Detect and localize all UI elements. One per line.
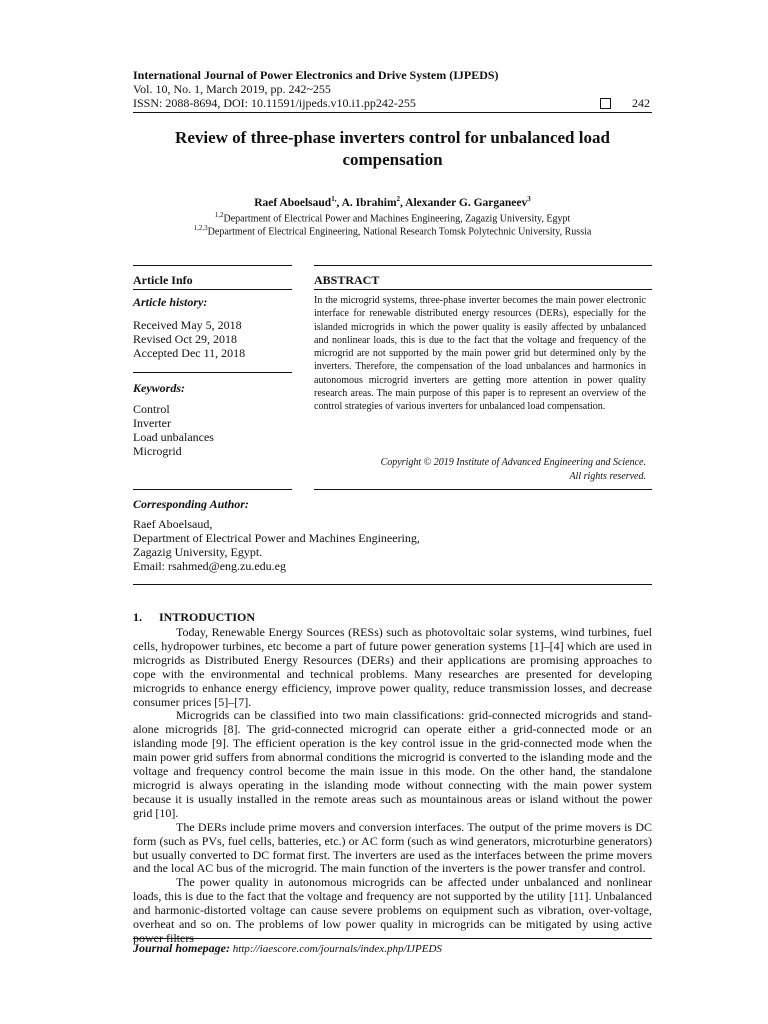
keyword-item: Control <box>133 402 170 416</box>
corresponding-details <box>133 517 420 573</box>
affiliation-text: Department of Electrical Engineering, National Research Tomsk Polytechnic University, Russia <box>207 226 592 238</box>
corresponding-label: Corresponding Author: <box>133 497 249 511</box>
abstract-heading: ABSTRACT <box>314 273 380 287</box>
keywords-label: Keywords: <box>133 381 185 395</box>
author-name: Raef Aboelsaud <box>254 196 332 209</box>
corresponding-line: Department of Electrical Power and Machines Engineering, <box>133 531 420 545</box>
history-item: Accepted Dec 11, 2018 <box>133 346 246 360</box>
history-list <box>133 318 245 360</box>
history-item: Revised Oct 29, 2018 <box>133 332 237 346</box>
title-line-2: compensation <box>342 150 443 169</box>
history-label: Article history: <box>133 295 208 309</box>
author-name: , A. Ibrahim <box>336 196 397 209</box>
keyword-item: Microgrid <box>133 444 182 458</box>
corresponding-line: Raef Aboelsaud, <box>133 517 213 531</box>
keyword-item: Inverter <box>133 416 171 430</box>
info-bottom-rule <box>133 584 652 585</box>
journal-homepage-link[interactable]: http://iaescore.com/journals/index.php/IJPEDS <box>232 943 442 955</box>
journal-name: International Journal of Power Electronics and Drive System (IJPEDS) <box>133 68 499 82</box>
affiliation <box>133 224 652 237</box>
affiliation <box>133 211 652 224</box>
body-paragraph: Microgrids can be classified into two main classifications: grid-connected microgrids and stand-alone microgrids [8]. The grid-connected microgrid can operate either a grid-connected mode or an islanding mode [9]. The efficient operation is the key control issue in the grid-connected mode when the main power grid suffers from abnormal conditions the microgrid is converted to the islanding mode and the voltage and frequency control become the main issue in this mode. On the other hand, the standalone microgrid is always operating in the islanding mode without connecting with the main power system because it is usually installed in the remote areas such as mountainous areas or island without the power grid [10]. <box>133 708 652 820</box>
article-info-top-rule <box>133 265 292 266</box>
article-info-heading: Article Info <box>133 273 193 287</box>
body-paragraph: Today, Renewable Energy Sources (RESs) such as photovoltaic solar systems, wind turbines, fuel cells, hydropower turbines, etc become a part of future power generation systems [1]–[4] which are used in microgrids as Distributed Energy Resources (DERs) and their applications are promising approaches to cope with the environmental and technical problems. Many researches are presented for developing microgrids to enhance energy efficiency, improve power quality, reduce transmission losses, and decrease consumer prices [5]–[7]. <box>133 625 652 709</box>
footer: Journal homepage: http://iaescore.com/journals/index.php/IJPEDS <box>133 941 442 955</box>
affiliation-text: Department of Electrical Power and Machines Engineering, Zagazig University, Egypt <box>223 213 571 225</box>
square-icon <box>600 98 611 109</box>
history-divider <box>133 372 292 373</box>
footer-label: Journal homepage <box>133 941 227 955</box>
history-item: Received May 5, 2018 <box>133 318 242 332</box>
affiliation-sup: 1,2 <box>214 211 224 219</box>
affiliation-sup: 1,2,3 <box>193 224 208 232</box>
author-sup: 1, <box>331 195 337 203</box>
abstract-top-rule <box>314 265 652 266</box>
corresponding-line: Email: rsahmed@eng.zu.edu.eg <box>133 559 286 573</box>
paper-title <box>133 127 652 171</box>
abstract-text: In the microgrid systems, three-phase inverter becomes the main power electronic interface for renewable distributed energy resources (DERs), especially for the islanded microgrids in which the power quality is easily affected by unbalanced and nonlinear loads, this is due to the fact that the voltage and frequency of the microgrid are not supported by the main power grid but determined only by the inverters. Therefore, the compensation of the load unbalances and harmonics in autonomous microgrid inverters are getting more attention in power quality research areas. The main purpose of this paper is to represent an overview of the control strategies of various inverters for unbalanced load compensation. <box>314 295 646 413</box>
title-line-1: Review of three-phase inverters control for unbalanced load <box>175 128 610 147</box>
abstract-sub-rule <box>314 289 652 290</box>
body-paragraph: The DERs include prime movers and conversion interfaces. The output of the prime movers is DC form (such as PVs, fuel cells, batteries, etc.) or AC form (such as wind generators, microturbine generators) but usually converted to DC format first. The inverters are used as the interfaces between the prime movers and the local AC bus of the microgrid. The main function of the inverters is the power transfer and control. <box>133 819 652 876</box>
author-list <box>133 195 652 209</box>
section-heading <box>133 610 255 625</box>
article-info-sub-rule <box>133 289 292 290</box>
corresponding-line: Zagazig University, Egypt. <box>133 545 263 559</box>
footer-divider <box>133 938 652 939</box>
keywords-list <box>133 402 214 458</box>
page-number: 242 <box>632 96 650 110</box>
author-sup: 3 <box>527 195 531 203</box>
copyright <box>381 456 646 484</box>
author-name: , Alexander G. Garganeev <box>400 196 528 209</box>
section-title: INTRODUCTION <box>159 610 256 624</box>
introduction-body <box>133 626 652 946</box>
author-sup: 2 <box>396 195 401 203</box>
volume-info: Vol. 10, No. 1, March 2019, pp. 242~255 <box>133 82 331 96</box>
body-paragraph: The power quality in autonomous microgrids can be affected under unbalanced and nonlinear loads, this is due to the fact that the voltage and frequency are not supported by the utility [11]. Unbalanced and harmonic-distorted voltage can cause severe problems on equipment such as vibration, over-voltage, overheat and so on. The problems of low power quality in microgrids can be mitigated by using active power filters <box>133 875 652 945</box>
keyword-item: Load unbalances <box>133 430 214 444</box>
header-divider <box>133 112 652 113</box>
copyright-line: Copyright © 2019 Institute of Advanced Engineering and Science. <box>380 457 646 468</box>
issn-doi: ISSN: 2088-8694, DOI: 10.11591/ijpeds.v10.i1.pp242-255 <box>133 96 416 110</box>
abstract-bottom-rule <box>314 489 652 490</box>
copyright-line: All rights reserved. <box>569 471 646 482</box>
section-number: 1. <box>133 610 142 624</box>
keywords-bottom-rule <box>133 489 292 490</box>
